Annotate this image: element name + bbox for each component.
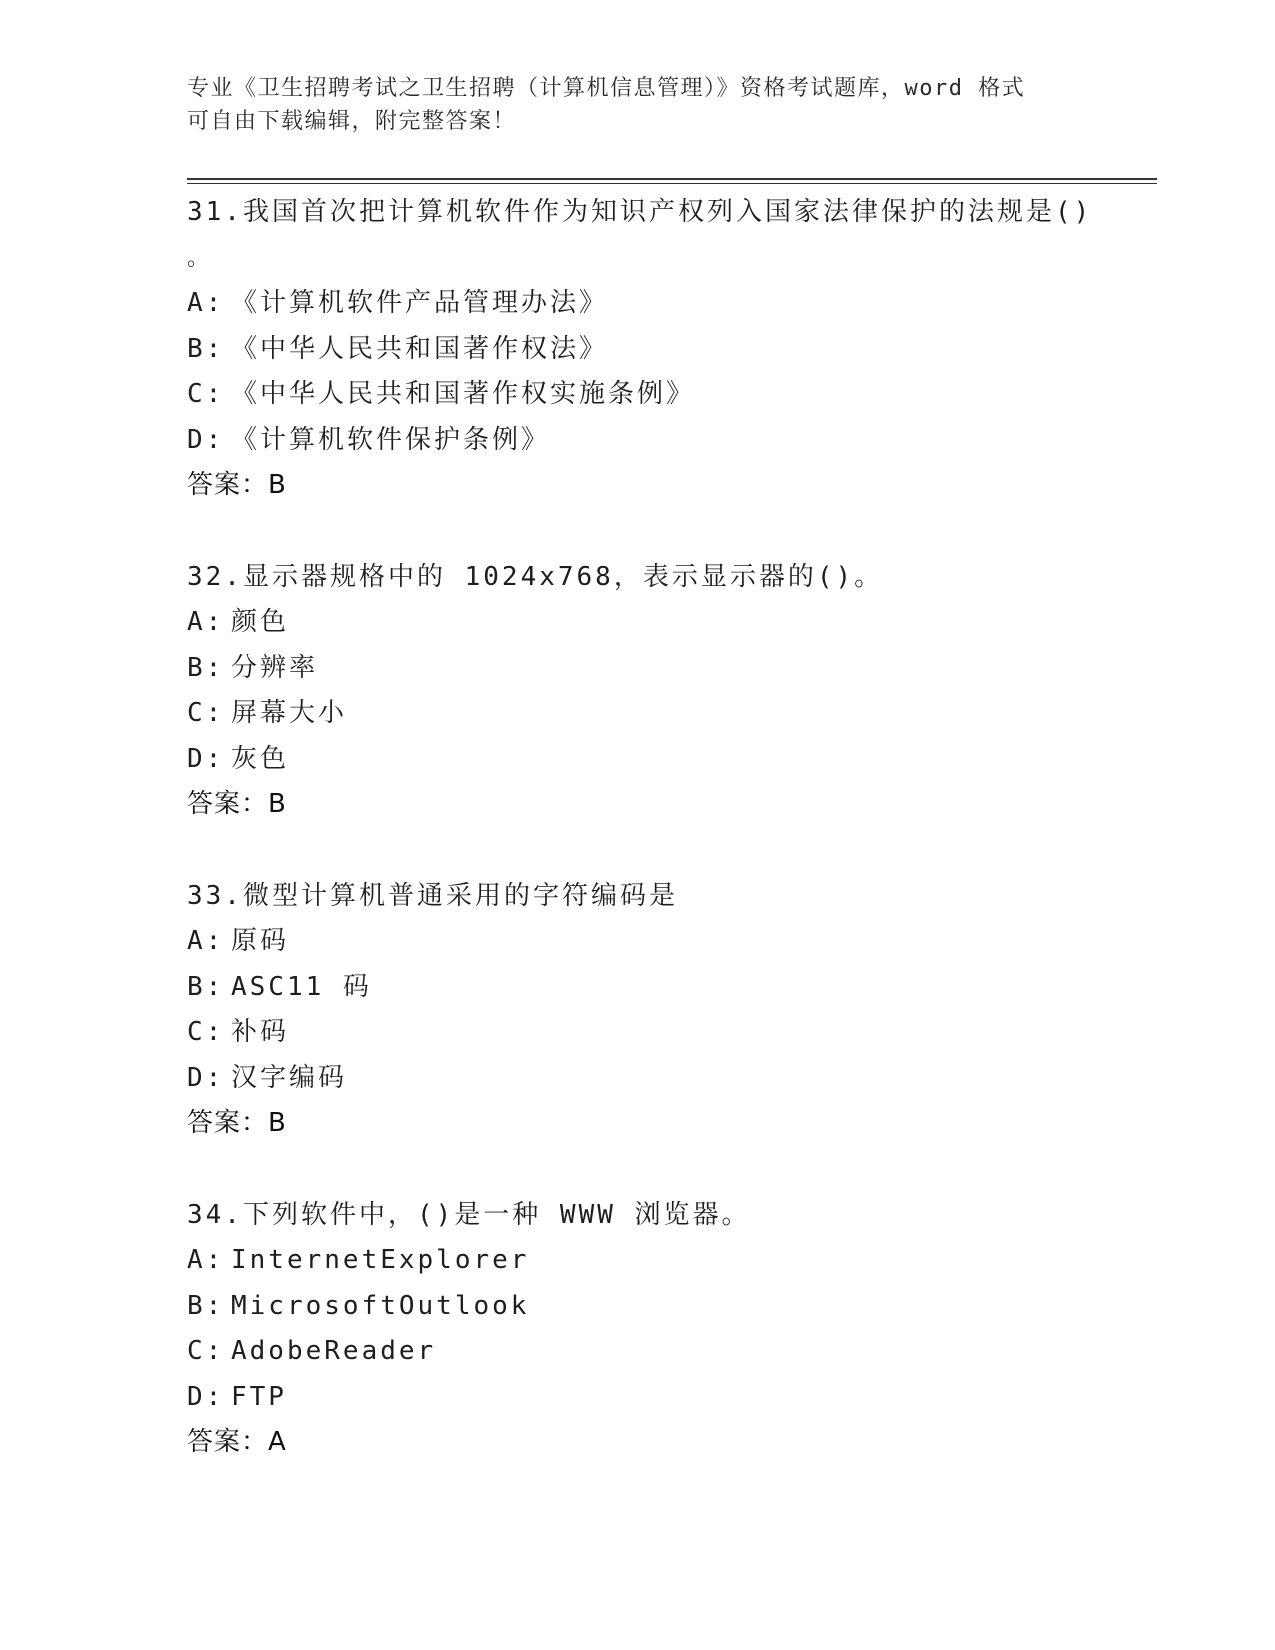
- question-stem-continuation: 。: [187, 245, 213, 271]
- option-text: 颜色: [231, 607, 290, 637]
- answer-line: 答案：B: [187, 470, 287, 500]
- option-text: 屏幕大小: [231, 698, 348, 728]
- option-text: FTP: [231, 1381, 287, 1412]
- option-c: [187, 1010, 1127, 1056]
- question-list: [187, 190, 1127, 1466]
- answer-line: 答案：B: [187, 789, 287, 819]
- question-spacer: [187, 509, 1127, 555]
- option-text: MicrosoftOutlook: [231, 1290, 530, 1321]
- option-text: AdobeReader: [231, 1336, 437, 1366]
- option-key: D:: [187, 1062, 225, 1093]
- option-key: C:: [187, 1336, 225, 1366]
- question-32: [187, 555, 1127, 828]
- header-rule-thick: [187, 178, 1157, 180]
- option-key: A:: [187, 926, 225, 956]
- question-31: [187, 190, 1127, 509]
- option-key: C:: [187, 379, 225, 409]
- document-header: [187, 72, 1087, 138]
- option-key: D:: [187, 1381, 225, 1412]
- option-text: 汉字编码: [231, 1062, 348, 1093]
- option-key: D:: [187, 743, 225, 774]
- question-stem: 31.我国首次把计算机软件作为知识产权列入国家法律保护的法规是(): [187, 197, 1093, 227]
- option-b: [187, 646, 1127, 692]
- question-stem: 34.下列软件中，()是一种 WWW 浏览器。: [187, 1199, 751, 1230]
- option-a: [187, 600, 1127, 646]
- option-b: [187, 1284, 1127, 1330]
- option-text: 《计算机软件产品管理办法》: [231, 288, 609, 318]
- option-text: 灰色: [231, 743, 290, 774]
- header-line-1: 专业《卫生招聘考试之卫生招聘（计算机信息管理）》资格考试题库，word 格式: [187, 76, 1026, 101]
- option-key: B:: [187, 333, 225, 364]
- question-spacer: [187, 828, 1127, 874]
- question-stem: 33.微型计算机普通采用的字符编码是: [187, 880, 678, 911]
- header-line-2: 可自由下载编辑，附完整答案！: [187, 109, 517, 134]
- option-key: A:: [187, 1245, 225, 1275]
- option-key: C:: [187, 1017, 225, 1047]
- option-d: [187, 1056, 1127, 1102]
- option-text: 分辨率: [231, 652, 319, 683]
- question-34: [187, 1193, 1127, 1466]
- option-text: 《计算机软件保护条例》: [231, 424, 551, 455]
- option-d: [187, 418, 1127, 464]
- option-d: [187, 737, 1127, 783]
- option-text: 原码: [231, 926, 290, 956]
- option-d: [187, 1375, 1127, 1421]
- option-c: [187, 372, 1127, 418]
- option-key: C:: [187, 698, 225, 728]
- option-key: B:: [187, 971, 225, 1002]
- option-key: B:: [187, 652, 225, 683]
- option-key: A:: [187, 607, 225, 637]
- option-key: D:: [187, 424, 225, 455]
- answer-line: 答案：B: [187, 1108, 287, 1138]
- question-33: [187, 874, 1127, 1147]
- option-b: [187, 327, 1127, 373]
- option-text: ASC11 码: [231, 971, 372, 1002]
- question-spacer: [187, 1147, 1127, 1193]
- option-c: [187, 1329, 1127, 1375]
- option-a: [187, 919, 1127, 965]
- option-text: InternetExplorer: [231, 1245, 530, 1275]
- option-b: [187, 965, 1127, 1011]
- option-text: 补码: [231, 1017, 290, 1047]
- option-key: B:: [187, 1290, 225, 1321]
- question-stem: 32.显示器规格中的 1024x768，表示显示器的()。: [187, 561, 884, 592]
- option-a: [187, 281, 1127, 327]
- option-c: [187, 691, 1127, 737]
- header-rule-thin: [187, 183, 1157, 184]
- option-text: 《中华人民共和国著作权实施条例》: [231, 379, 696, 409]
- answer-line: 答案：A: [187, 1427, 287, 1457]
- option-text: 《中华人民共和国著作权法》: [231, 333, 609, 364]
- option-key: A:: [187, 288, 225, 318]
- option-a: [187, 1238, 1127, 1284]
